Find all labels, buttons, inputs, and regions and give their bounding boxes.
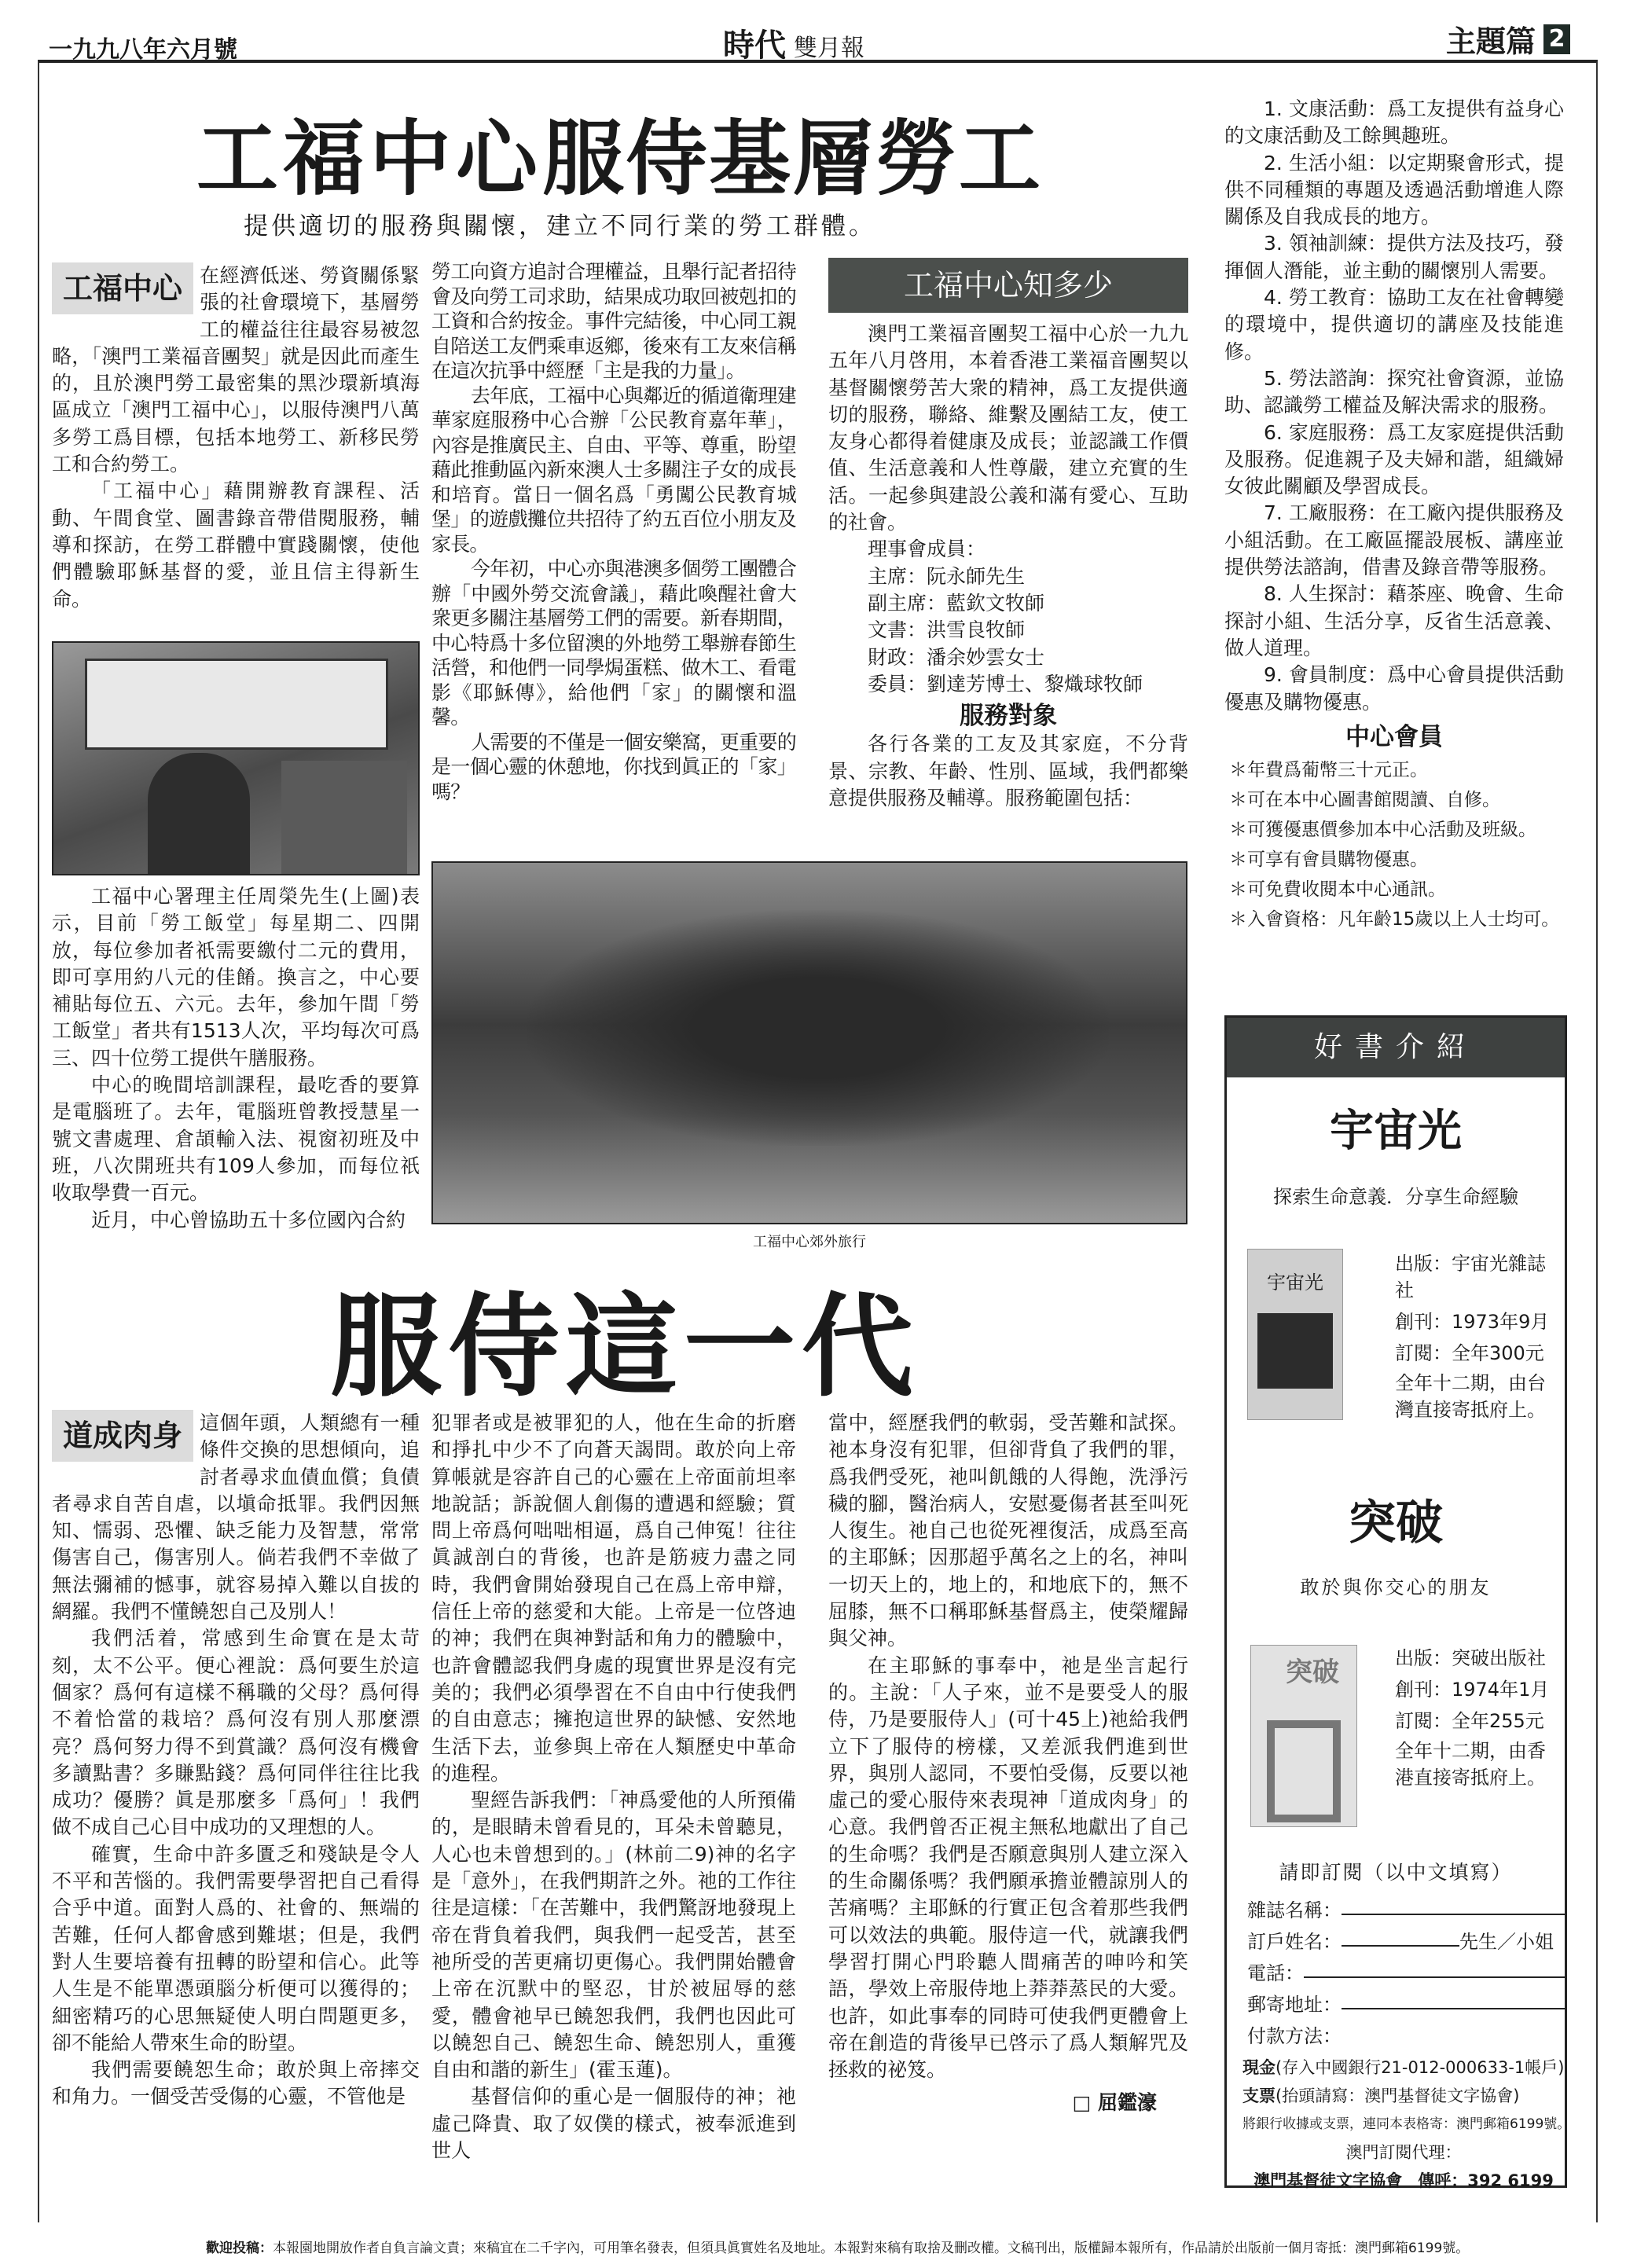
field-label: 付款方法： xyxy=(1247,2025,1342,2047)
book-info-line: 出版：宇宙光雜誌社 xyxy=(1395,1253,1546,1301)
member-benefit: ＊可在本中心圖書館閱讀、自修。 xyxy=(1229,790,1500,811)
paragraph: 當中，經歷我們的軟弱，受苦難和試探。祂本身沒有犯罪，但卻背負了我們的罪，爲我們受死，祂叫飢餓的人得飽，洗淨污穢的腳，醫治病人，安慰憂傷者甚至叫死人復生。祂自己也從死裡復活，成爲至高的主耶穌；因那超乎萬名之上的名，神叫一切天上的，地上的，和地底下的，無不屈膝，無不口稱耶穌基督爲主，使榮耀歸與父神。 xyxy=(828,1411,1188,1650)
field-label: 電話： xyxy=(1247,1962,1304,1984)
subheadline: 提供適切的服務與關懷，建立不同行業的勞工群體。 xyxy=(244,212,876,240)
pager-number: 傳呼：392 6199 xyxy=(1418,2171,1554,2190)
services-list xyxy=(1224,96,1564,934)
bottom-col-3 xyxy=(828,1410,1188,2117)
cover-title: 突破 xyxy=(1286,1657,1339,1688)
service-item: 6. 家庭服務：爲工友家庭提供活動及服務。促進親子及夫婦和諧，組織婦女彼此關顧及學習成長。 xyxy=(1224,420,1564,498)
paragraph: 基督信仰的重心是一個服侍的神；祂虛己降貴、取了奴僕的樣式，被奉派進到世人 xyxy=(431,2085,796,2163)
bottom-col-2 xyxy=(431,1410,796,2164)
service-item: 9. 會員制度：爲中心會員提供活動優惠及購物優惠。 xyxy=(1224,663,1564,714)
paper-type: 雙月報 xyxy=(794,35,864,62)
members-heading: 中心會員 xyxy=(1345,722,1443,751)
headline-2: 服侍這一代 xyxy=(330,1282,919,1412)
cover-title: 宇宙光 xyxy=(1267,1272,1323,1294)
service-item: 8. 人生探討：藉茶座、晚會、生命探討小組、生活分享，反省生活意義、做人道理。 xyxy=(1224,582,1564,659)
book-title: 突破 xyxy=(1349,1495,1443,1551)
payment-info xyxy=(1242,2053,1571,2195)
paragraph: 去年底，工福中心與鄰近的循道衛理建華家庭服務中心合辦「公民教育嘉年華」，內容是推廣民主、自由、平等、尊重，盼望藉此推動區內新來澳人士多關注子女的成長和培育。當日一個名爲「勇闖公民教育城堡」的遊戲攤位共招待了約五百位小朋友及家長。 xyxy=(431,384,796,556)
service-item: 3. 領袖訓練：提供方法及技巧，發揮個人潛能，並主動的關懷別人需要。 xyxy=(1224,232,1564,282)
paragraph: 澳門工業福音團契工福中心於一九九五年八月啓用，本着香港工業福音團契以基督關懷勞苦大衆的精神，爲工友提供適切的服務，聯絡、維繫及團結工友，使工友身心都得着健康及成長；並認識工作價值、生活意義和人性尊嚴，建立充實的生活。一起參與建設公義和滿有愛心、互助的社會。 xyxy=(828,322,1188,534)
masthead xyxy=(723,20,864,65)
service-item: 2. 生活小組：以定期聚會形式，提供不同種類的專題及透過活動增進人際關係及自我成長的地方。 xyxy=(1224,151,1564,229)
paragraph: 工福中心署理主任周榮先生(上圖)表示，目前「勞工飯堂」每星期二、四開放，每位參加者祇需要繳付二元的費用，即可享用約八元的佳餚。換言之，中心要補貼每位五、六元。去年，參加午間「勞工飯堂」者共有1513人次，平均每次可爲三、四十位勞工提供午膳服務。 xyxy=(52,885,420,1070)
paragraph: 近月，中心曾協助五十多位國內合約 xyxy=(91,1208,406,1231)
cover-image xyxy=(1267,1720,1341,1822)
address-field[interactable] xyxy=(1342,1989,1566,2009)
field-label: 郵寄地址： xyxy=(1247,1994,1342,2016)
service-item: 5. 勞法諮詢：探究社會資源，並協助、認識勞工權益及解決需求的服務。 xyxy=(1224,366,1564,417)
board-member: 主席：阮永師先生 xyxy=(868,564,1026,588)
book-info-line: 訂閱：全年300元 xyxy=(1395,1342,1544,1364)
field-label: 雜誌名稱： xyxy=(1247,1899,1342,1921)
subscriber-name-field[interactable] xyxy=(1342,1926,1459,1947)
section-label xyxy=(1446,17,1570,61)
board-member: 委員：劉達芳博士、黎熾球牧師 xyxy=(868,672,1143,695)
book-info-line: 創刊：1973年9月 xyxy=(1395,1311,1550,1333)
paragraph: 在主耶穌的事奉中，祂是坐言起行的。主說：「人子來，並不是要受人的服侍，乃是要服侍人」(可十45上)祂給我們立下了服侍的榜樣，又差派我們進到世界，與別人認同，不要怕受傷，反要以祂虛己的愛心服侍來表現神「道成肉身」的心意。我們曾否正視主無私地獻出了自己的生命嗎？我們是否願意與別人建立深入的生命關係嗎？我們願承擔並體諒別人的苦痛嗎？主耶穌的行實正包含着那些我們可以效法的典範。服侍這一代，就讓我們學習打開心門聆聽人間痛苦的呻吟和笑語，學效上帝服侍地上莽莽蒸民的大愛。也許，如此事奉的同時可使我們更體會上帝在創造的背後早已啓示了爲人類解咒及拯救的祕笈。 xyxy=(828,1653,1188,2082)
phone-field[interactable] xyxy=(1304,1958,1566,1978)
targets-heading: 服務對象 xyxy=(960,702,1057,731)
book-recommendation-box xyxy=(1224,1015,1571,2190)
info-column xyxy=(828,321,1188,812)
headline-brush: 工福中心 xyxy=(196,110,543,207)
center-sign xyxy=(85,659,388,750)
bottom-col-1 xyxy=(52,1410,420,2111)
headline xyxy=(196,93,1042,211)
person-figure xyxy=(148,753,250,875)
paragraph: 確實，生命中許多匱乏和殘缺是令人不平和苦惱的。我們需要學習把自己看得合乎中道。面對人爲的、社會的、無端的苦難，任何人都會感到難堪；但是，我們對人生要培養有扭轉的盼望和信心。此等人生是不能單憑頭腦分析便可以獲得的；細密精巧的心思無疑使人明白問題更多，卻不能給人帶來生命的盼望。 xyxy=(52,1842,420,2054)
book-box-heading: 好書介紹 xyxy=(1227,1018,1565,1077)
paragraph: 勞工向資方追討合理權益，且舉行記者招待會及向勞工司求助，結果成功取回被剋扣的工資和合約按金。事件完結後，中心同工親自陪送工友們乘車返鄉，後來有工友來信稱在這次抗爭中經歷「主是我的力量」。 xyxy=(431,260,796,382)
book-tagline: 敢於與你交心的朋友 xyxy=(1300,1576,1492,1598)
top-col-1 xyxy=(52,262,420,613)
book-title: 宇宙光 xyxy=(1330,1106,1462,1157)
kicker-label: 工福中心 xyxy=(52,262,193,314)
paragraph: 各行各業的工友及其家庭，不分背景、宗教、年齡、性別、區域，我們都樂意提供服務及輔導。服務範圍包括： xyxy=(828,732,1188,810)
paragraph: 中心的晚間培訓課程，最吃香的要算是電腦班了。去年，電腦班曾教授慧星一號文書處理、倉頡輸入法、視窗初班及中班，八次開班共有109人參加，而每位祇收取學費一百元。 xyxy=(52,1073,420,1205)
subscribe-form xyxy=(1247,1895,1566,2052)
board-label: 理事會成員： xyxy=(868,538,986,561)
page-number-badge: 2 xyxy=(1543,24,1570,54)
paragraph: 在經濟低迷、勞資關係緊張的社會環境下，基層勞工的權益往往最容易被忽略，「澳門工業福音團契」就是因此而產生的，且於澳門勞工最密集的黑沙環新填海區成立「澳門工福中心」，以服侍澳門八萬多勞工爲目標，包括本地勞工、新移民勞工和合約勞工。 xyxy=(52,264,420,476)
headline-rest: 服侍基層勞工 xyxy=(542,110,1043,207)
member-benefit: ＊可免費收閱本中心通訊。 xyxy=(1229,879,1446,901)
member-benefit: ＊年費爲葡幣三十元正。 xyxy=(1229,760,1428,781)
field-label: 訂戶姓名： xyxy=(1247,1931,1342,1953)
member-benefit: ＊可獲優惠價參加本中心活動及班級。 xyxy=(1229,820,1536,841)
mail-note: 將銀行收據或支票，連同本表格寄：澳門郵箱6199號。 xyxy=(1242,2116,1571,2132)
group-figures xyxy=(527,910,1109,1146)
book-info xyxy=(1395,1645,1552,1791)
book-info-line: 訂閱：全年255元 xyxy=(1395,1710,1544,1732)
agent-name: 澳門基督徒文字協會 xyxy=(1253,2171,1403,2190)
paragraph: 這個年頭，人類總有一種條件交換的思想傾向，追討者尋求血債血償；負債者尋求自苦自虐，以塡命抵罪。我們因無知、懦弱、恐懼、缺乏能力及智慧，常常傷害自己，傷害別人。倘若我們不幸做了無法彌補的憾事，就容易掉入難以自拔的網羅。我們不懂饒恕自己及別人！ xyxy=(52,1411,420,1624)
agent-label: 澳門訂閱代理： xyxy=(1345,2143,1462,2162)
service-item: 1. 文康活動：爲工友提供有益身心的文康活動及工餘興趣班。 xyxy=(1224,97,1564,148)
book-info xyxy=(1395,1250,1552,1423)
book-info-line: 全年十二期，由台灣直接寄抵府上。 xyxy=(1395,1372,1546,1421)
paragraph: 人需要的不僅是一個安樂窩，更重要的是一個心靈的休憩地，你找到眞正的「家」嗎？ xyxy=(431,730,796,803)
subscribe-form-title: 請即訂閱（以中文填寫） xyxy=(1279,1861,1513,1884)
paragraph: 聖經告訴我們：「神爲愛他的人所預備的，是眼睛未曾看見的，耳朵未曾聽見，人心也未曾想到的。」(林前二9)神的名字是「意外」，在我們期許之外。祂的工作往往是這樣：「在苦難中，我們驚訝地發現上帝在背負着我們，與我們一起受苦，甚至祂所受的苦更痛切更傷心。我們開始體會上帝在沉默中的堅忍，甘於被屈辱的慈愛，體會祂早已饒恕我們，我們也因此可以饒恕自己、饒恕生命、饒恕別人，重獲自由和諧的新生」(霍玉蓮)。 xyxy=(431,1789,796,2082)
top-col-2 xyxy=(431,259,796,804)
footer-label: 歡迎投稿： xyxy=(206,2240,273,2256)
cheque-text: (抬頭請寫：澳門基督徒文字協會) xyxy=(1275,2086,1520,2105)
issue-date: 一九九八年六月號 xyxy=(49,36,237,64)
board-member: 副主席：藍欽文牧師 xyxy=(868,591,1045,615)
top-col-1b xyxy=(52,883,420,1234)
board-list xyxy=(828,536,1188,698)
book-tagline: 探索生命意義．分享生命經驗 xyxy=(1273,1186,1518,1208)
kicker-label: 道成肉身 xyxy=(52,1410,193,1462)
photo-caption: 工福中心郊外旅行 xyxy=(753,1234,866,1250)
director-photo xyxy=(52,641,420,875)
book-cover xyxy=(1247,1249,1343,1420)
book-info-line: 創刊：1974年1月 xyxy=(1395,1679,1550,1701)
member-benefit: ＊可享有會員購物優惠。 xyxy=(1229,850,1428,871)
service-item: 4. 勞工教育：協助工友在社會轉變的環境中，提供適切的講座及技能進修。 xyxy=(1224,286,1564,363)
paper-name: 時代 xyxy=(723,28,786,64)
footer-note xyxy=(206,2237,1469,2256)
paragraph: 我們活着，常感到生命實在是太苛刻，太不公平。便心裡說：爲何要生於這個家？爲何有這樣不稱職的父母？爲何得不着恰當的栽培？爲何沒有別人那麼漂亮？爲何努力得不到賞識？爲何沒有機會多讀點書？多賺點錢？爲何同伴往往比我成功？優勝？眞是那麼多「爲何」！我們做不成自己心目中成功的又理想的人。 xyxy=(52,1627,420,1839)
book-cover xyxy=(1250,1645,1357,1827)
member-benefit: ＊入會資格：凡年齡15歲以上人士均可。 xyxy=(1229,909,1560,930)
name-suffix: 先生／小姐 xyxy=(1459,1931,1554,1953)
magazine-name-field[interactable] xyxy=(1342,1895,1566,1915)
cash-label: 現金 xyxy=(1242,2058,1275,2077)
board-member: 文書：洪雪良牧師 xyxy=(868,618,1026,642)
footer-text: 本報園地開放作者自負言論文責；來稿宜在二千字內，可用筆名發表，但須具眞實姓名及地址。本報對來稿有取捨及刪改權。文稿刊出，版權歸本報所有，作品請於出版前一個月寄抵：澳門郵箱6199號。 xyxy=(273,2240,1470,2256)
board-member: 財政：潘余妙雲女士 xyxy=(868,645,1045,669)
service-item: 7. 工廠服務：在工廠內提供服務及小組活動。在工廠區擺設展板、講座並提供勞法諮詢，借書及錄音帶等服務。 xyxy=(1224,501,1564,579)
members-list xyxy=(1224,755,1564,934)
paragraph: 我們需要饒恕生命；敢於與上帝摔交和角力。一個受苦受傷的心靈，不管他是 xyxy=(52,2058,420,2108)
cash-text: (存入中國銀行21-012-000633-1帳戶) xyxy=(1275,2058,1565,2077)
cover-image xyxy=(1257,1313,1333,1389)
book-info-line: 全年十二期，由香港直接寄抵府上。 xyxy=(1395,1740,1546,1789)
doorway xyxy=(281,761,407,875)
book-info-line: 出版：突破出版社 xyxy=(1395,1647,1546,1669)
info-heading: 工福中心知多少 xyxy=(828,258,1188,313)
cheque-label: 支票 xyxy=(1242,2086,1275,2105)
paragraph: 犯罪者或是被罪犯的人，他在生命的折磨和掙扎中少不了向蒼天謁問。敢於向上帝算帳就是容許自己的心靈在上帝面前坦率地說話；訴說個人創傷的遭遇和經驗；質問上帝爲何咄咄相逼，爲自己伸冤！往往眞誠剖白的背後，也許是筋疲力盡之同時，我們會開始發現自己在爲上帝申辯，信任上帝的慈愛和大能。上帝是一位啓迪的神；我們在與神對話和角力的體驗中，也許會體認我們身處的現實世界是沒有完美的；我們必須學習在不自由中行使我們的自由意志；擁抱這世界的缺憾、安然地生活下去，並參與上帝在人類歷史中革命的進程。 xyxy=(431,1411,796,1785)
author-byline: □ 屈鑑濠 xyxy=(1072,2091,1157,2115)
group-photo xyxy=(431,861,1187,1224)
paragraph: 今年初，中心亦與港澳多個勞工團體合辦「中國外勞交流會議」，藉此喚醒社會大衆更多關注基層勞工們的需要。新春期間，中心特爲十多位留澳的外地勞工舉辦春節生活營，和他們一同學焗蛋糕、做木工、看電影《耶穌傳》，給他們「家」的關懷和溫馨。 xyxy=(431,557,796,728)
paragraph: 「工福中心」藉開辦教育課程、活動、午間食堂、圖書錄音帶借閱服務，輔導和探訪，在勞工群體中實踐關懷，使他們體驗耶穌基督的愛，並且信主得新生命。 xyxy=(52,479,420,611)
section-name: 主題篇 xyxy=(1446,24,1536,59)
